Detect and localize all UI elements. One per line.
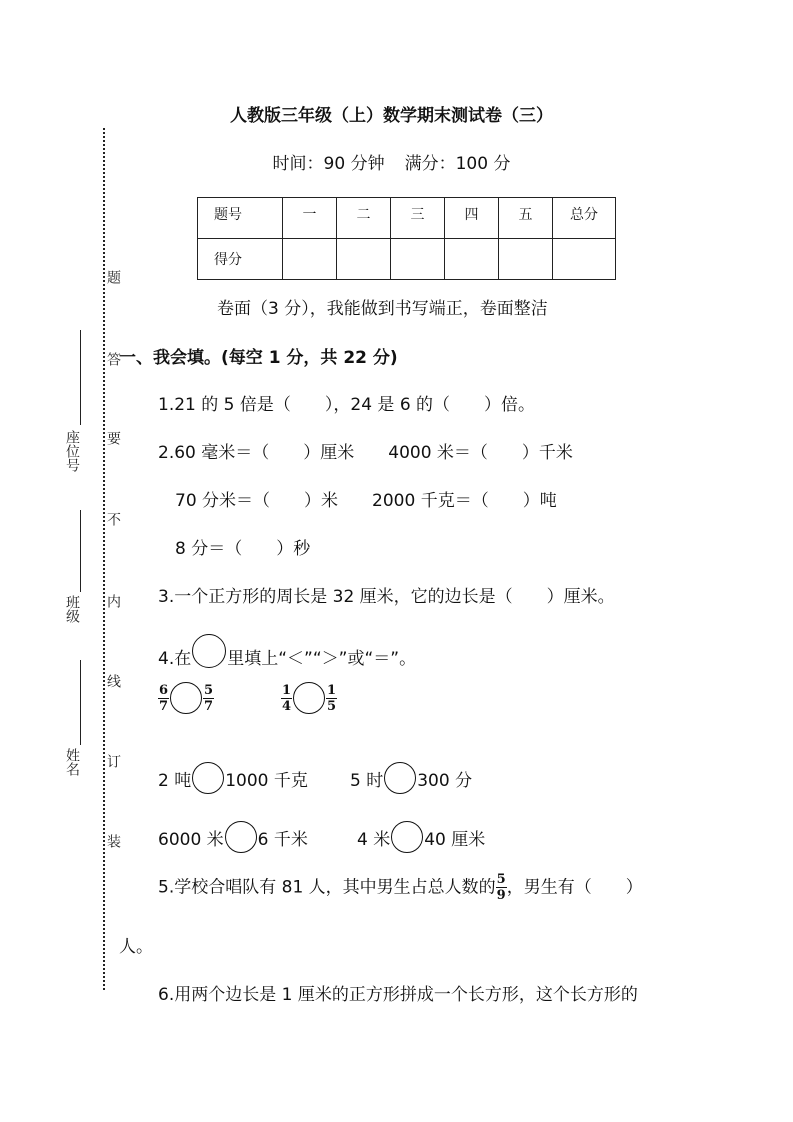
q4-fraction-compare-1 <box>158 682 214 714</box>
compare-right: 1000 千克 <box>225 771 308 791</box>
class-label: 班级 <box>64 595 80 623</box>
section1-heading: 一、我会填。(每空 1 分，共 22 分) <box>119 348 398 368</box>
score-row-label: 得分 <box>198 239 283 280</box>
name-line <box>80 660 81 745</box>
question-6: 6.用两个边长是 1 厘米的正方形拼成一个长方形，这个长方形的 <box>158 985 638 1005</box>
seat-number-label: 座位号 <box>64 430 80 472</box>
seat-number-line <box>80 330 81 425</box>
score-table-header-row <box>198 198 616 239</box>
score-input-cell[interactable] <box>553 239 616 280</box>
margin-char-ti: 题 <box>105 270 121 284</box>
margin-char-yao: 要 <box>105 431 121 445</box>
compare-circle[interactable] <box>384 762 416 794</box>
question-3: 3.一个正方形的周长是 32 厘米，它的边长是（ ）厘米。 <box>158 587 615 607</box>
question-4-instruction <box>158 634 416 669</box>
score-table-cell: 一 <box>283 198 337 239</box>
question-5-tail: 人。 <box>119 937 153 957</box>
margin-char-da: 答 <box>105 352 121 366</box>
q4-compare-row3-b <box>357 821 485 853</box>
margin-char-xian: 线 <box>105 674 121 688</box>
compare-circle[interactable] <box>293 682 325 714</box>
fraction <box>281 683 292 714</box>
neatness-note: 卷面（3 分），我能做到书写端正，卷面整洁 <box>217 299 548 319</box>
score-table-cell: 三 <box>391 198 445 239</box>
numerator: 6 <box>159 682 169 698</box>
fraction <box>203 683 214 714</box>
q5-suffix: ，男生有（ ） <box>506 877 643 898</box>
score-table-cell: 总分 <box>553 198 616 239</box>
numerator: 5 <box>204 682 214 698</box>
binding-dotted-line <box>103 128 105 990</box>
compare-circle[interactable] <box>170 682 202 714</box>
score-table-cell: 五 <box>499 198 553 239</box>
q5-prefix: 5.学校合唱队有 81 人，其中男生占总人数的 <box>158 877 496 898</box>
q4-suffix: 里填上“＜”“＞”或“＝”。 <box>227 649 417 669</box>
compare-circle[interactable] <box>192 762 224 794</box>
exam-title: 人教版三年级（上）数学期末测试卷（三） <box>230 106 553 126</box>
q4-prefix: 4.在 <box>158 649 192 669</box>
denominator: 7 <box>159 698 169 714</box>
fraction <box>496 872 507 903</box>
time-info <box>0 149 783 174</box>
q4-compare-row2-b <box>350 762 472 794</box>
compare-right: 6 千米 <box>257 830 308 850</box>
score-table-cell: 四 <box>445 198 499 239</box>
denominator: 5 <box>327 698 337 714</box>
q4-compare-row3-a <box>158 821 308 853</box>
q4-fraction-compare-2 <box>281 682 337 714</box>
margin-char-zhuang: 装 <box>105 834 121 848</box>
margin-char-ding: 订 <box>105 754 121 768</box>
numerator: 5 <box>496 872 506 887</box>
name-label: 姓名 <box>64 748 80 776</box>
compare-circle-icon <box>192 634 226 668</box>
score-input-cell[interactable] <box>337 239 391 280</box>
compare-left: 4 米 <box>357 830 391 850</box>
compare-left: 5 时 <box>350 771 384 791</box>
score-input-cell[interactable] <box>499 239 553 280</box>
compare-left: 6000 米 <box>158 830 224 850</box>
fraction <box>158 683 169 714</box>
question-2b: 70 分米＝（ ）米 2000 千克＝（ ）吨 <box>175 491 557 511</box>
denominator: 9 <box>496 888 506 903</box>
numerator: 1 <box>327 682 337 698</box>
score-table-cell: 二 <box>337 198 391 239</box>
time-limit: 时间：90 分钟 <box>272 154 385 174</box>
compare-right: 300 分 <box>417 771 473 791</box>
score-input-cell[interactable] <box>445 239 499 280</box>
margin-char-bu: 不 <box>105 512 121 526</box>
denominator: 7 <box>204 698 214 714</box>
compare-left: 2 吨 <box>158 771 192 791</box>
numerator: 1 <box>282 682 292 698</box>
question-2a: 2.60 毫米＝（ ）厘米 4000 米＝（ ）千米 <box>158 443 573 463</box>
score-input-cell[interactable] <box>391 239 445 280</box>
fraction <box>326 683 337 714</box>
question-5 <box>158 872 643 903</box>
compare-right: 40 厘米 <box>424 830 486 850</box>
class-line <box>80 510 81 592</box>
score-table <box>197 197 616 280</box>
compare-circle[interactable] <box>391 821 423 853</box>
score-table-cell: 题号 <box>198 198 283 239</box>
q4-compare-row2-a <box>158 762 308 794</box>
denominator: 4 <box>282 698 292 714</box>
full-score: 满分：100 分 <box>404 154 511 174</box>
question-2c: 8 分＝（ ）秒 <box>175 539 311 559</box>
compare-circle[interactable] <box>225 821 257 853</box>
score-table-score-row <box>198 239 616 280</box>
question-1: 1.21 的 5 倍是（ ），24 是 6 的（ ）倍。 <box>158 395 536 415</box>
margin-char-nei: 内 <box>105 594 121 608</box>
score-input-cell[interactable] <box>283 239 337 280</box>
